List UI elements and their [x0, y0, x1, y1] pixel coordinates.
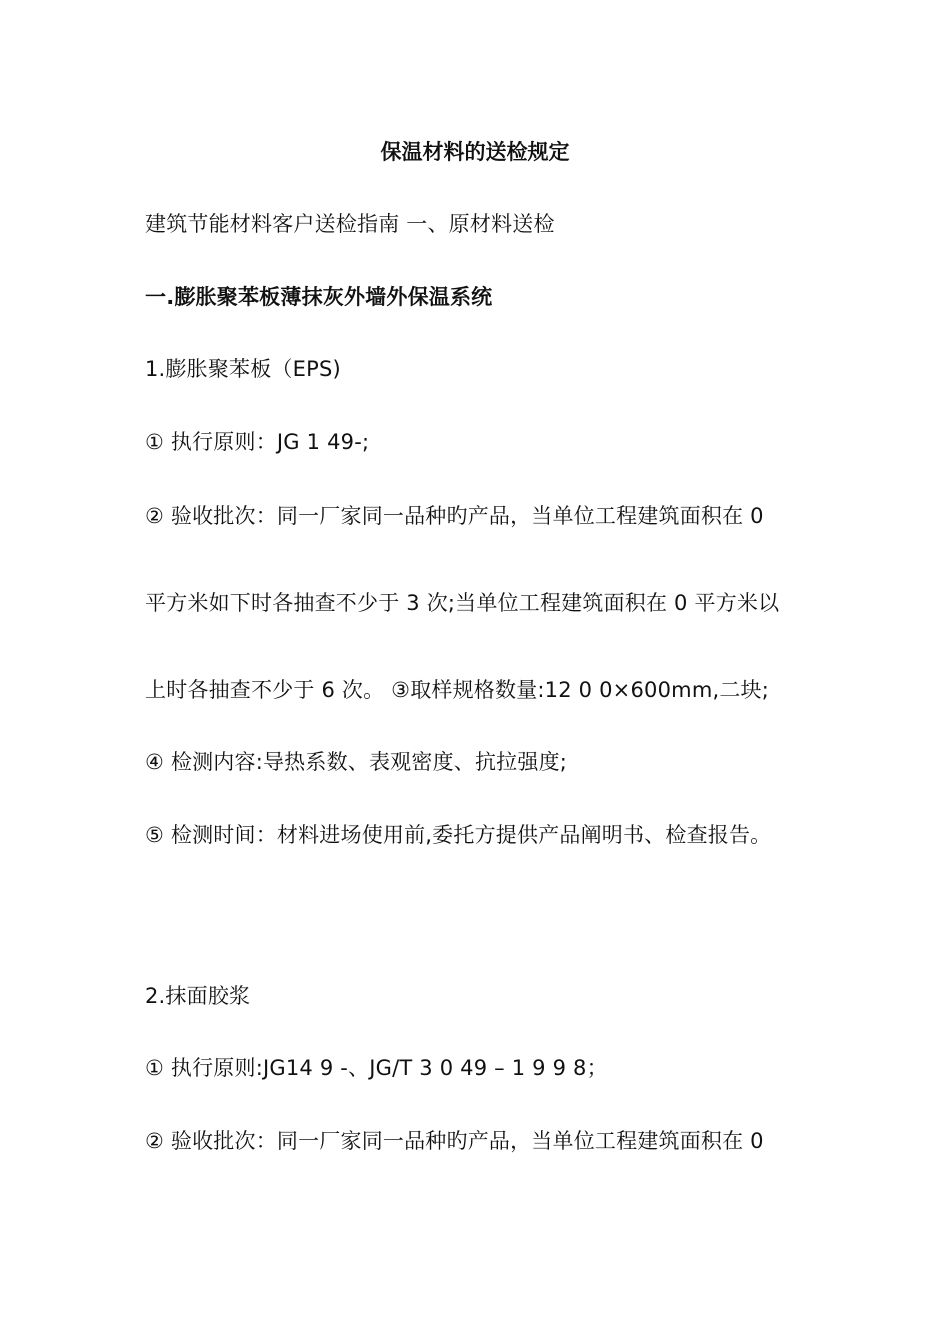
section-heading: 一.膨胀聚苯板薄抹灰外墙外保温系统: [145, 285, 493, 309]
item1-line-standard: ① 执行原则：JG 1 49-;: [145, 430, 370, 454]
document-title: 保温材料的送检规定: [380, 140, 570, 164]
intro-line: 建筑节能材料客户送检指南 一、原材料送检: [145, 212, 555, 236]
item1-line-sampling: 上时各抽查不少于 6 次。 ③取样规格数量:12 0 0×600mm,二块;: [145, 678, 770, 702]
item1-line-batch: ② 验收批次：同一厂家同一品种旳产品，当单位工程建筑面积在 0: [145, 504, 764, 528]
item1-line-batch-cont: 平方米如下时各抽查不少于 3 次;当单位工程建筑面积在 0 平方米以: [145, 591, 780, 615]
item1-heading: 1.膨胀聚苯板（EPS): [145, 357, 341, 381]
item2-line-standard: ① 执行原则:JG14 9 -、JG/T 3 0 49 – 1 9 9 8；: [145, 1056, 608, 1080]
item2-heading: 2.抹面胶浆: [145, 984, 251, 1008]
item1-line-time: ⑤ 检测时间：材料进场使用前,委托方提供产品阐明书、检查报告。: [145, 823, 772, 847]
item1-line-content: ④ 检测内容:导热系数、表观密度、抗拉强度;: [145, 750, 568, 774]
item2-line-batch: ② 验收批次：同一厂家同一品种旳产品，当单位工程建筑面积在 0: [145, 1129, 764, 1153]
